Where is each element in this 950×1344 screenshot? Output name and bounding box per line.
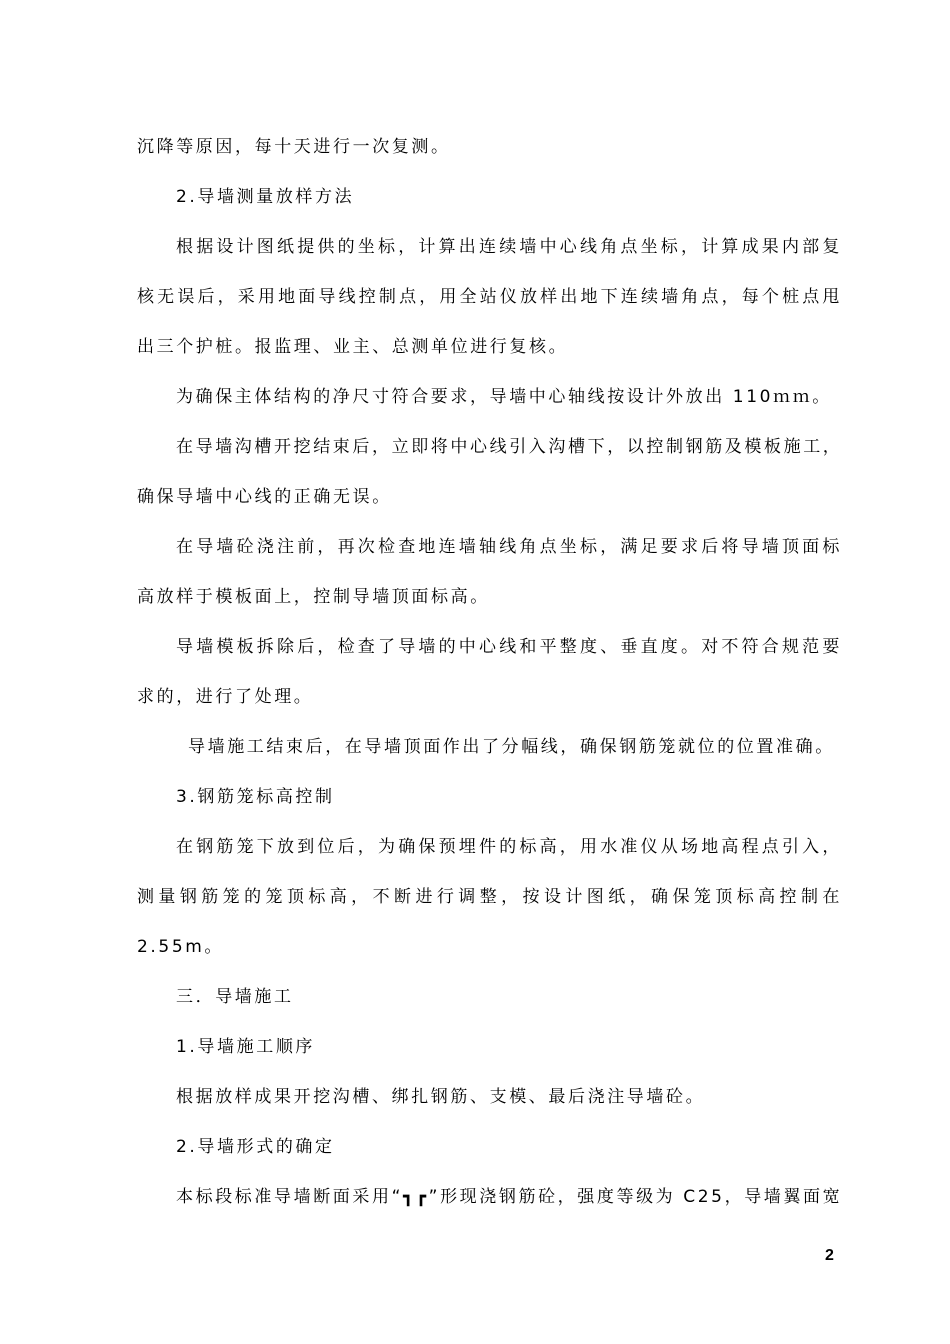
- paragraph-line: 核无误后，采用地面导线控制点，用全站仪放样出地下连续墙角点，每个桩点甩: [137, 287, 842, 307]
- paragraph-line: 根据设计图纸提供的坐标，计算出连续墙中心线角点坐标，计算成果内部复: [176, 237, 842, 257]
- section-heading: 3.钢筋笼标高控制: [176, 787, 335, 807]
- paragraph-line: 出三个护桩。报监理、业主、总测单位进行复核。: [137, 337, 569, 357]
- paragraph-line: 求的，进行了处理。: [137, 687, 314, 707]
- section-heading: 1.导墙施工顺序: [176, 1037, 316, 1057]
- paragraph-line: 根据放样成果开挖沟槽、绑扎钢筋、支模、最后浇注导墙砼。: [176, 1087, 706, 1107]
- paragraph-line: 在导墙沟槽开挖结束后，立即将中心线引入沟槽下，以控制钢筋及模板施工，: [176, 437, 843, 457]
- page-number: 2: [825, 1247, 834, 1264]
- paragraph-line: 沉降等原因，每十天进行一次复测。: [137, 137, 451, 157]
- paragraph-line: 2.55m。: [137, 937, 225, 957]
- section-heading: 2.导墙测量放样方法: [176, 187, 355, 207]
- paragraph-line: 为确保主体结构的净尺寸符合要求，导墙中心轴线按设计外放出 110ｍｍ。: [176, 387, 832, 407]
- paragraph-line: 高放样于模板面上，控制导墙顶面标高。: [137, 587, 490, 607]
- paragraph-line: 导墙模板拆除后，检查了导墙的中心线和平整度、垂直度。对不符合规范要: [176, 637, 842, 657]
- section-heading: 2.导墙形式的确定: [176, 1137, 335, 1157]
- chapter-heading: 三．导墙施工: [176, 987, 294, 1007]
- paragraph-line: 本标段标准导墙断面采用“┓┏”形现浇钢筋砼，强度等级为 C25，导墙翼面宽: [176, 1187, 843, 1207]
- paragraph-line: 在钢筋笼下放到位后，为确保预埋件的标高，用水准仪从场地高程点引入，: [176, 837, 842, 857]
- paragraph-line: 测量钢筋笼的笼顶标高，不断进行调整，按设计图纸，确保笼顶标高控制在: [137, 887, 842, 907]
- paragraph-line: 确保导墙中心线的正确无误。: [137, 487, 392, 507]
- paragraph-line: 在导墙砼浇注前，再次检查地连墙轴线角点坐标，满足要求后将导墙顶面标: [176, 537, 842, 557]
- paragraph-line: 导墙施工结束后，在导墙顶面作出了分幅线，确保钢筋笼就位的位置准确。: [188, 737, 835, 757]
